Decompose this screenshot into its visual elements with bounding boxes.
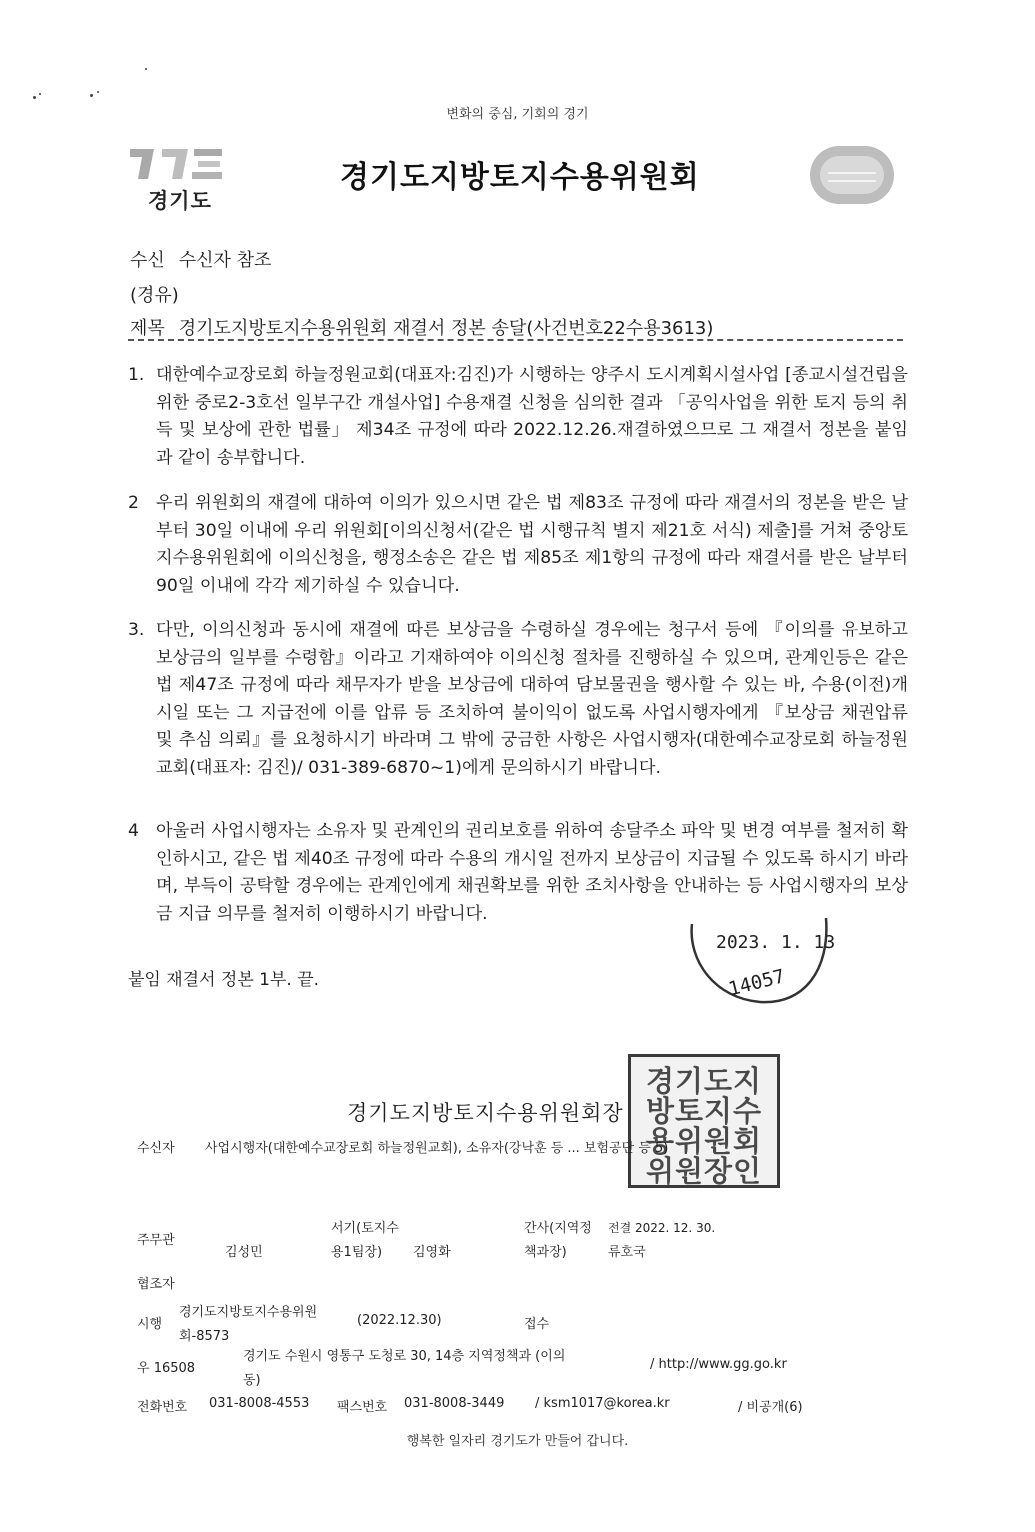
seal-line: 용위원회 bbox=[645, 1124, 763, 1158]
subject-value: 경기도지방토지수용위원회 재결서 정본 송달(사건번호22수용3613) bbox=[178, 318, 714, 339]
approver-name: 류호국 bbox=[608, 1245, 646, 1260]
recipients-value: 사업시행자(대한예수교장로회 하늘정원교회), 소유자(강낙훈 등 ... 보험공단 등 5) bbox=[205, 1141, 669, 1156]
header-slogan: 변화의 중심, 기회의 경기 bbox=[446, 107, 589, 122]
paragraph-number: 2 bbox=[128, 493, 139, 513]
approver-role-cont: 책과장) bbox=[524, 1245, 567, 1260]
subject-row bbox=[130, 314, 713, 340]
reviewer-role: 서기(토지수 bbox=[331, 1221, 399, 1236]
scan-speck bbox=[145, 68, 147, 70]
paragraph-number: 4 bbox=[128, 821, 139, 841]
paragraph-2 bbox=[128, 490, 908, 602]
fax-label: 팩스번호 bbox=[337, 1400, 388, 1415]
enforcement-label: 시행 bbox=[137, 1317, 163, 1332]
paragraph-text: 아울러 사업시행자는 소유자 및 관계인의 권리보호를 위하여 송달주소 파악 및 변경 여부를 철저히 확인하시고, 같은 법 제40조 규정에 따라 수용의 개시일 전까지 보상금이 지급될 수 있도록 하시기 바라며, 부득이 공탁할 경우에는 관계인에게 채권확보를 위한 조치사항을 안내하는 등 사업시행자의 보상금 지급 의무를 철저히 이행하시기 바랍니다. bbox=[156, 821, 908, 924]
page-title: 경기도지방토지수용위원회 bbox=[340, 160, 700, 195]
via-row: (경유) bbox=[130, 285, 179, 306]
enforcement-value: 경기도지방토지수용위원 bbox=[179, 1305, 318, 1320]
official-seal bbox=[628, 1054, 780, 1188]
seal-line: 위원장인 bbox=[645, 1154, 763, 1188]
receipt-stamp bbox=[684, 908, 836, 1010]
attachment-line: 붙임 재결서 정본 1부. 끝. bbox=[128, 970, 320, 990]
logo-text: 경기도 bbox=[148, 189, 212, 213]
cooperator-label: 협조자 bbox=[137, 1277, 175, 1292]
disclosure-status: / 비공개(6) bbox=[738, 1400, 803, 1415]
address-cont: 동) bbox=[243, 1373, 261, 1388]
homepage-link[interactable]: / http://www.gg.go.kr bbox=[650, 1357, 787, 1372]
receipt-label: 접수 bbox=[524, 1317, 550, 1332]
footer-slogan: 행복한 일자리 경기도가 만들어 갑니다. bbox=[406, 1434, 629, 1449]
gyeonggi-logo bbox=[128, 143, 228, 215]
approval-note: 전결 2022. 12. 30. bbox=[608, 1221, 716, 1235]
paragraph-text: 우리 위원회의 재결에 대하여 이의가 있으시면 같은 법 제83조 규정에 따라 재결서의 정본을 받은 날부터 30일 이내에 우리 위원회[이의신청서(같은 법 시행규칙 별지 제21호 서식) 제출]를 거쳐 중앙토지수용위원회에 이의신청을, 행정소송은 같은 법 제85조 제1항의 규정에 따라 재결서를 받은 날부터 90일 이내에 각각 제기하실 수 있습니다. bbox=[156, 493, 908, 596]
paragraph-text: 다만, 이의신청과 동시에 재결에 따른 보상금을 수령하실 경우에는 청구서 등에 『이의를 유보하고 보상금의 일부를 수령함』이라고 기재하여야 이의신청 절차를 진행하실 수 있으며, 관계인등은 같은 법 제47조 규정에 따라 채무자가 받을 보상금에 대하여 담보물권을 행사할 수 있는 바, 수용(이전)개시일 또는 그 지급전에 이를 압류 등 조치하여 불이익이 없도록 사업시행자에게 『보상금 채권압류 및 추심 의뢰』를 요청하시기 바라며 그 밖에 궁금한 사항은 사업시행자(대한예수교장로회 하늘정원교회(대표자: 김진)/ 031-389-6870~1)에게 문의하시기 바랍니다. bbox=[156, 620, 908, 778]
address: 경기도 수원시 영통구 도청로 30, 14층 지역정책과 (이의 bbox=[243, 1349, 566, 1364]
emblem-icon bbox=[810, 146, 894, 204]
fax-number: 031-8008-3449 bbox=[404, 1396, 505, 1411]
seal-line: 방토지수 bbox=[645, 1094, 763, 1128]
approver-role: 간사(지역정 bbox=[524, 1221, 592, 1236]
subject-label: 제목 bbox=[130, 318, 165, 339]
paragraph-1 bbox=[128, 362, 908, 474]
drafter-name: 김성민 bbox=[225, 1245, 263, 1260]
subject-divider bbox=[128, 339, 903, 341]
phone-label: 전화번호 bbox=[137, 1400, 188, 1415]
issuer-name: 경기도지방토지수용위원회장 bbox=[347, 1101, 624, 1125]
recipient-label: 수신 bbox=[130, 250, 165, 271]
scan-speck bbox=[97, 91, 99, 93]
phone-number: 031-8008-4553 bbox=[209, 1396, 310, 1411]
enforcement-date: (2022.12.30) bbox=[357, 1313, 442, 1328]
email-link[interactable]: / ksm1017@korea.kr bbox=[535, 1396, 670, 1411]
gyeonggi-logo-mark bbox=[128, 143, 224, 183]
seal-line: 경기도지 bbox=[645, 1064, 763, 1098]
recipient-value: 수신자 참조 bbox=[178, 250, 272, 271]
scan-speck bbox=[33, 96, 36, 99]
paragraph-3 bbox=[128, 617, 908, 813]
receipt-number: 14057 bbox=[726, 965, 788, 1001]
paragraph-number: 3. bbox=[128, 620, 145, 640]
reviewer-role-cont: 용1팀장) bbox=[331, 1245, 383, 1260]
paragraph-number: 1. bbox=[128, 365, 145, 385]
drafter-role: 주무관 bbox=[137, 1233, 175, 1248]
reviewer-name: 김영화 bbox=[413, 1245, 451, 1260]
recipient-row bbox=[130, 246, 271, 272]
enforcement-value-cont: 회-8573 bbox=[179, 1329, 230, 1344]
paragraph-text: 대한예수교장로회 하늘정원교회(대표자:김진)가 시행하는 양주시 도시계획시설사업 [종교시설건립을 위한 중로2-3호선 일부구간 개설사업] 수용재결 신청을 심의한 결과 「공익사업을 위한 토지 등의 취득 및 보상에 관한 법률」 제34조 규정에 따라 2022.12.26.재결하였으므로 그 재결서 정본을 붙임과 같이 송부합니다. bbox=[156, 365, 908, 468]
receipt-date: 2023. 1. 13 bbox=[716, 932, 836, 953]
recipients-label: 수신자 bbox=[137, 1141, 175, 1156]
postal-code: 우 16508 bbox=[137, 1361, 196, 1376]
scan-speck bbox=[90, 94, 93, 97]
scan-speck bbox=[39, 93, 41, 95]
